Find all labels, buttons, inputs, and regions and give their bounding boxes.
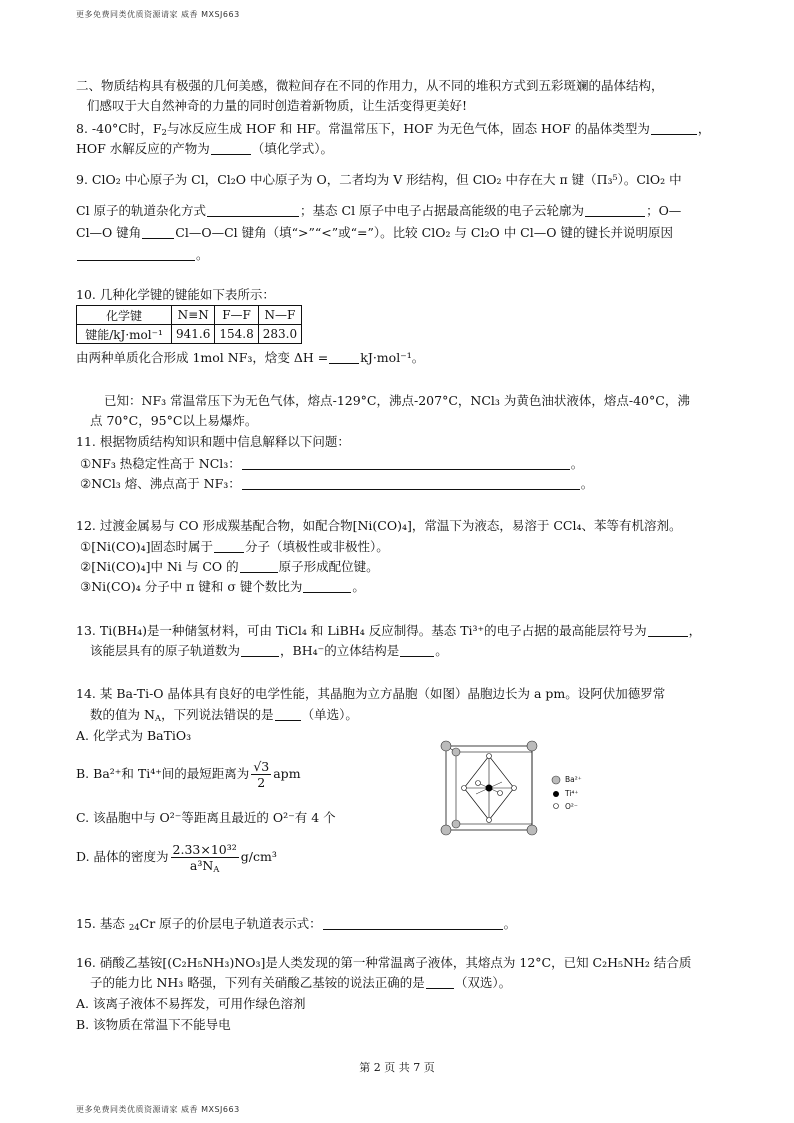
q13-blank-3[interactable] [400,644,434,657]
q13-text-d: 。 [435,643,448,658]
q14-d-fraction [171,842,239,873]
q10-blank[interactable] [329,351,359,364]
q9-text-f: 。 [196,247,209,262]
o-ion [487,818,492,823]
known-line-2: 点 70°C，95°C以上易爆炸。 [90,413,258,428]
q15-blank[interactable] [323,917,503,930]
q9-line-3 [76,225,673,241]
q14-b-unit: apm [273,766,301,781]
ti-ion [486,785,493,792]
page-number: 第 2 页 共 7 页 [359,1061,435,1074]
q16-line-2 [90,975,511,991]
legend-o-label: O²⁻ [565,802,578,811]
q9-line-2 [76,203,681,219]
q11-title: 11. 根据物质结构知识和题中信息解释以下问题： [76,434,350,449]
q13-text-a: 13. Ti(BH₄)是一种储氢材料，可由 TiCl₄ 和 LiBH₄ 反应制得。基态 Ti³⁺的电子占据的最高能层符号为 [76,623,647,638]
q14-d-text: D. 晶体的密度为 [76,849,169,864]
q9-text-c: ；O— [646,203,682,218]
table-header: N—F [258,306,301,325]
bond-energy-table [76,305,302,344]
q12-sub-2 [80,559,379,575]
table-row [77,306,302,325]
q14-d-den: $a^3N_A$ [189,858,220,875]
q14-text-c: （单选）。 [301,707,358,722]
table-cell: 283.0 [258,325,301,344]
q16-line-1: 16. 硝酸乙基铵[(C₂H₅NH₃)NO₃]是人类发现的第一种常温离子液体，其熔点为 12°C，已知 C₂H₅NH₂ 结合质 [76,955,692,970]
q13-text-c: ，BH₄⁻的立体结构是 [280,643,400,658]
q12-blank-3[interactable] [303,580,351,593]
q15-end: 。 [503,916,517,931]
q11-text-a: ①NF₃ 热稳定性高于 NCl₃： [80,456,241,471]
q9-blank-3[interactable] [142,226,174,239]
q14-line-1: 14. 某 Ba-Ti-O 晶体具有良好的电学性能，其晶胞为立方晶胞（如图）晶胞边长为 a pm。设阿伏加德罗常 [76,686,666,701]
q9-line-4 [76,247,209,263]
q8-text-d: （填化学式）。 [251,141,334,156]
legend-o-marker [554,804,559,809]
q12-text-c: ②[Ni(CO)₄]中 Ni 与 CO 的 [80,559,239,574]
q8-blank-1[interactable] [651,122,697,135]
page-header: 更多免费同类优质资源请家 威香 MXSJ663 [76,10,240,19]
q8-blank-2[interactable] [211,142,251,155]
q12-text-e: ③Ni(CO)₄ 分子中 π 键和 σ 键个数比为 [80,579,303,594]
q14-option-b [76,757,301,791]
table-header: F—F [215,306,258,325]
table-row [77,325,302,344]
crystal-cell-diagram [436,738,548,838]
ba-ion [527,825,537,835]
page-footer-note: 更多免费同类优质资源请家 威香 MXSJ663 [76,1105,240,1114]
q14-text-a: 数的值为 N [90,707,155,722]
q16-option-a: A. 该离子液体不易挥发，可用作绿色溶剂 [76,996,306,1011]
q12-title: 12. 过渡金属易与 CO 形成羰基配合物，如配合物[Ni(CO)₄]，常温下为液态，易溶于 CCl₄、苯等有机溶剂。 [76,518,682,533]
q14-option-c: C. 该晶胞中与 O²⁻等距离且最近的 O²⁻有 4 个 [76,810,336,825]
q12-sub-1 [80,539,389,555]
q15-line: 15. 基态 $_{24}$Cr 原子的价层电子轨道表示式： 。 [76,916,517,933]
q11-blank-2[interactable] [242,477,580,490]
q16-blank[interactable] [426,976,454,989]
legend-markers [551,775,563,817]
q9-text-a: Cl 原子的轨道杂化方式 [76,203,207,218]
q10-text-b: kJ·mol⁻¹。 [360,350,425,365]
table-cell: 941.6 [172,325,215,344]
q10-text-a: 由两种单质化合形成 1mol NF₃，焓变 ΔH = [76,350,329,365]
q14-d-num: 2.33×10³² [172,842,237,857]
legend-ba-label: Ba²⁺ [565,775,582,784]
q14-line-2: 数的值为 $N_A$，下列说法错误的是 （单选）。 [90,707,358,724]
q13-blank-2[interactable] [241,644,279,657]
q9-text-e: Cl—O—Cl 键角（填“>”“<”或“=”）。比较 ClO₂ 与 Cl₂O 中 Cl—O 键的键长并说明原因 [175,225,673,240]
q14-text-b: ，下列说法错误的是 [161,707,274,722]
q16-text-a: 子的能力比 NH₃ 略强，下列有关硝酸乙基铵的说法正确的是 [90,975,425,990]
q12-text-f: 。 [352,579,365,594]
ba-ion [441,825,451,835]
legend-ba-marker [552,776,560,784]
q13-blank-1[interactable] [648,624,688,637]
q9-text-b: ；基态 Cl 原子中电子占据最高能级的电子云轮廓为 [300,203,585,218]
q13-text-b: 该能层具有的原子轨道数为 [90,643,241,658]
legend-ti-marker [553,791,559,797]
q12-sub-3 [80,579,365,595]
q14-b-fraction [251,759,271,790]
q8-text-a: 8. -40°C时，F [76,121,162,136]
q14-d-unit: g/cm³ [240,849,277,864]
q9-blank-4[interactable] [77,248,195,261]
intro-line-2: 们感叹于大自然神奇的力量的同时创造着新物质，让生活变得更美好! [87,98,468,113]
q12-text-a: ①[Ni(CO)₄]固态时属于 [80,539,213,554]
q11-text-b: ②NCl₃ 熔、沸点高于 NF₃： [80,476,241,491]
intro-line-1: 二、物质结构具有极强的几何美感，微粒间存在不同的作用力，从不同的堆积方式到五彩斑斓的晶体结构， [76,78,664,93]
q14-option-a: A. 化学式为 BaTiO₃ [76,728,192,743]
q9-blank-1[interactable] [207,204,299,217]
q11-end-2: 。 [580,476,594,491]
q11-end-1: 。 [570,456,584,471]
q8-text-b: 与冰反应生成 HOF 和 HF。常温常压下，HOF 为无色气体，固态 HOF 的晶体类型为 [166,121,650,136]
q9-text-d: Cl—O 键角 [76,225,142,240]
q13-line-2 [90,643,448,659]
q13-line-1: 13. Ti(BH₄)是一种储氢材料，可由 TiCl₄ 和 LiBH₄ 反应制得。基态 Ti³⁺的电子占据的最高能层符号为 ， [76,623,702,638]
table-header: 化学键 [77,306,172,325]
o-ion [512,786,517,791]
q12-text-b: 分子（填极性或非极性）。 [244,539,389,554]
table-cell: 键能/kJ·mol⁻¹ [77,325,172,344]
q11-blank-1[interactable] [242,457,570,470]
q15-text-a: 15. 基态 [76,916,129,931]
q9-line-1: 9. ClO₂ 中心原子为 Cl，Cl₂O 中心原子为 O，二者均为 V 形结构，但 ClO₂ 中存在大 π 键（Π₃⁵）。ClO₂ 中 [76,172,682,187]
q9-blank-2[interactable] [585,204,645,217]
q8-text-c: HOF 水解反应的产物为 [76,141,210,156]
ba-ion [452,748,460,756]
q12-text-d: 原子形成配位键。 [278,559,379,574]
q15-text-b: Cr 原子的价层电子轨道表示式： [139,916,322,931]
q8-line-2 [76,141,333,157]
q11-sub-1 [80,456,583,472]
q14-b-den: 2 [257,775,266,790]
q16-option-b: B. 该物质在常温下不能导电 [76,1017,231,1032]
q12-blank-1[interactable] [214,540,244,553]
q14-blank[interactable] [275,708,301,721]
q14-b-num: √3 [253,759,270,774]
ba-ion [441,741,451,751]
q10-title: 10. 几种化学键的键能如下表所示： [76,287,275,302]
q12-blank-2[interactable] [240,560,278,573]
o-ion [476,781,481,786]
q16-text-b: （双选）。 [454,975,512,990]
o-ion [462,786,467,791]
q10-line-2 [76,350,424,366]
table-cell: 154.8 [215,325,258,344]
o-ion [498,791,503,796]
table-header: N≡N [172,306,215,325]
o-ion [487,754,492,759]
q11-sub-2 [80,476,593,492]
ba-ion [452,820,460,828]
known-line-1: 已知：NF₃ 常温常压下为无色气体，熔点-129°C，沸点-207°C，NCl₃ 为黄色油状液体，熔点-40°C，沸 [104,393,690,408]
q14-option-d [76,840,277,874]
q14-b-text: B. Ba²⁺和 Ti⁴⁺间的最短距离为 [76,766,250,781]
ba-ion [527,741,537,751]
legend-ti-label: Ti⁴⁺ [565,789,579,798]
q8-line-1: 8. -40°C时，$F_2$与冰反应生成 HOF 和 HF。常温常压下，HOF 为无色气体，固态 HOF 的晶体类型为 ， [76,121,711,138]
